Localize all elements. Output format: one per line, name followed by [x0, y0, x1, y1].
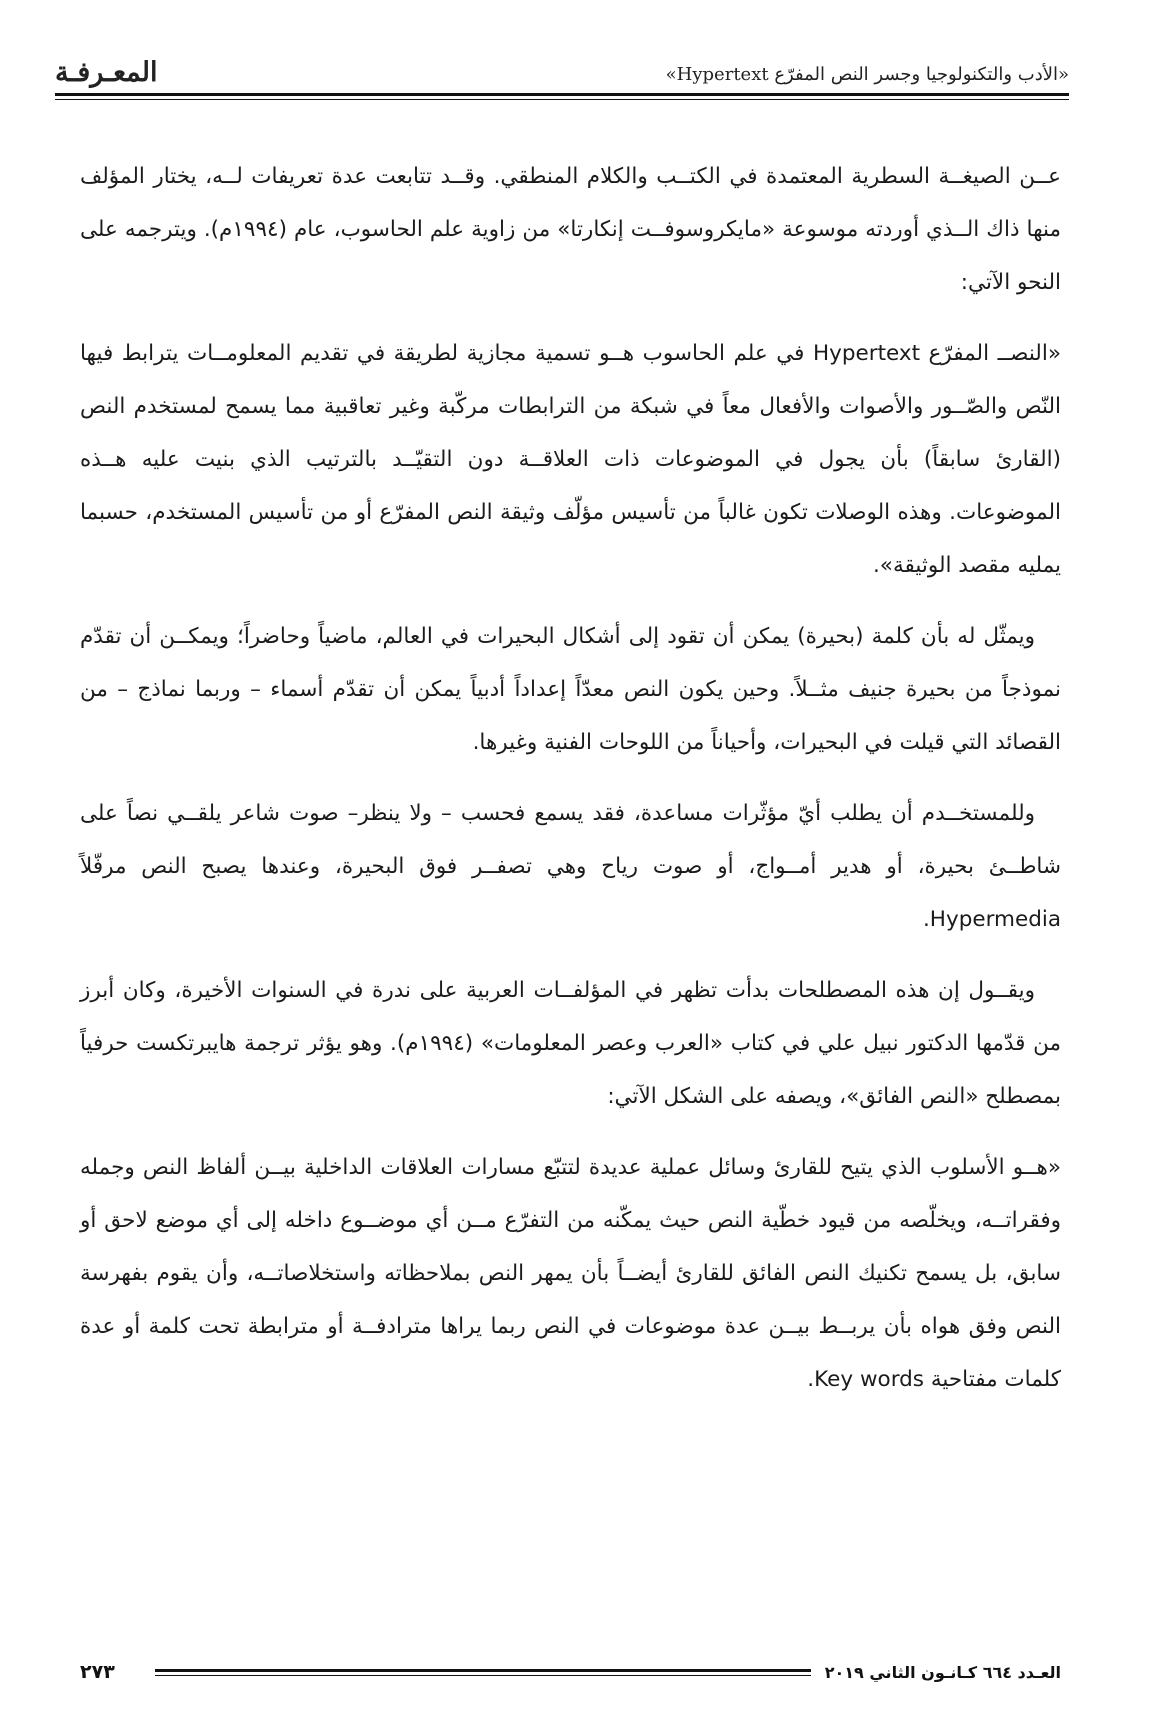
quote-paragraph-1: «النصــ المفرّع Hypertext في علم الحاسوب هــو تسمية مجازية لطريقة في تقديم المعلومــات يترابط فيها النّص والصّــور والأصوات والأفعال معاً في شبكة من الترابطات مركّبة وغير تعاقبية مما يسمح لمستخدم النص (القارئ سابقاً) بأن يجول في الموضوعات ذات العلاقــة دون التقيّــد بالترتيب الذي بنيت عليه هــذه الموضوعات. وهذه الوصلات تكون غالباً من تأسيس مؤلّف وثيقة النص المفرّع أو من تأسيس المستخدم، حسبما يمليه مقصد الوثيقة». — [80, 341, 1061, 578]
article-body — [80, 150, 1061, 1424]
paragraph-3: وللمستخــدم أن يطلب أيّ مؤثّرات مساعدة، فقد يسمع فحسب – ولا ينظر– صوت شاعر يلقــي نصاً على شاطــئ بحيرة، أو هدير أمــواج، أو صوت رياح وهي تصفــر فوق البحيرة، وعندها يصبح النص مرفّلاً Hypermedia. — [80, 801, 1061, 932]
running-header — [55, 48, 1069, 92]
paragraph-1: عــن الصيغــة السطرية المعتمدة في الكتــب والكلام المنطقي. وقــد تتابعت عدة تعريفات لــه، يختار المؤلف منها ذاك الــذي أوردته موسوعة «مايكروسوفــت إنكارتا» من زاوية علم الحاسوب، عام (١٩٩٤م). ويترجمه على النحو الآتي: — [80, 164, 1061, 295]
footer-rule — [155, 1669, 811, 1676]
page-footer — [80, 1654, 1061, 1690]
page-number: ٢٧٣ — [80, 1661, 115, 1683]
header-rule — [55, 93, 1069, 96]
paragraph-2: ويمثّل له بأن كلمة (بحيرة) يمكن أن تقود إلى أشكال البحيرات في العالم، ماضياً وحاضراً؛ ويمكــن أن تقدّم نموذجاً من بحيرة جنيف مثــلاً. وحين يكون النص معدّاً إعداداً أدبياً يمكن أن تقدّم أسماء – وربما نماذج – من القصائد التي قيلت في البحيرات، وأحياناً من اللوحات الفنية وغيرها. — [80, 624, 1061, 755]
header-rule-thin — [55, 99, 1069, 100]
paragraph-4: ويقــول إن هذه المصطلحات بدأت تظهر في المؤلفــات العربية على ندرة في السنوات الأخيرة، وكان أبرز من قدّمها الدكتور نبيل علي في كتاب «العرب وعصر المعلومات» (١٩٩٤م). وهو يؤثر ترجمة هايبرتكست حرفياً بمصطلح «النص الفائق»، ويصفه على الشكل الآتي: — [80, 978, 1061, 1109]
article-title: «الأدب والتكنولوجيا وجسر النص المفرّع Hypertext» — [665, 64, 1069, 85]
quote-paragraph-2: «هــو الأسلوب الذي يتيح للقارئ وسائل عملية عديدة لتتبّع مسارات العلاقات الداخلية بيــن ألفاظ النص وجمله وفقراتــه، ويخلّصه من قيود خطّية النص حيث يمكّنه من التفرّع مــن أي موضــوع داخله إلى أي موضع لاحق أو سابق، بل يسمح تكنيك النص الفائق للقارئ أيضــاً بأن يمهر النص بملاحظاته واستخلاصاتــه، وأن يقوم بفهرسة النص وفق هواه بأن يربــط بيــن عدة موضوعات في النص ربما يراها مترادفــة أو مترابطة تحت كلمة أو عدة كلمات مفتاحية Key words. — [80, 1155, 1061, 1392]
magazine-logo: المعـرفـة — [55, 57, 158, 88]
issue-info: العـدد ٦٦٤ كـانـون الثاني ٢٠١٩ — [824, 1662, 1061, 1682]
